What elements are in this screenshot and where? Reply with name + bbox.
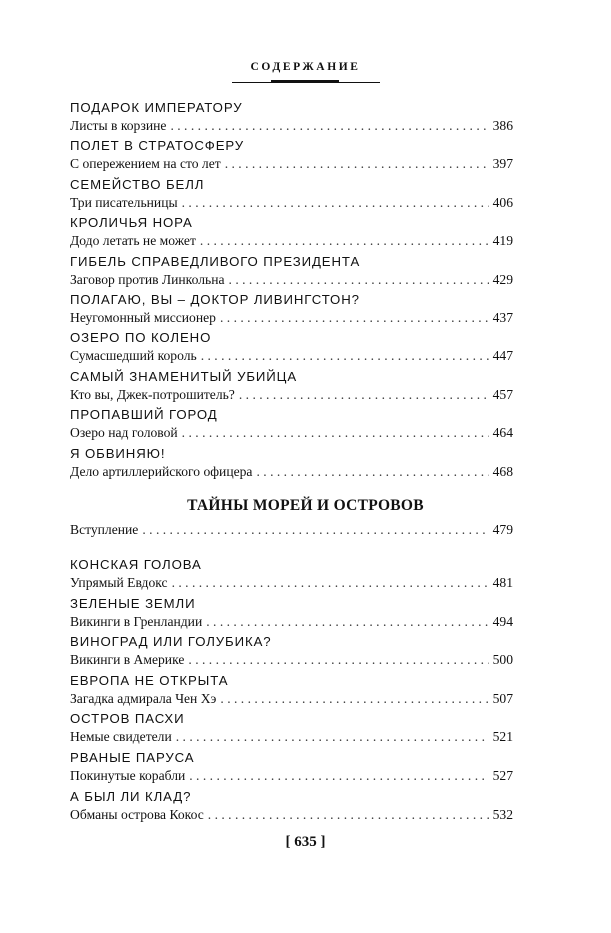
toc-entry <box>70 789 513 824</box>
toc-entry-title: КРОЛИЧЬЯ НОРА <box>70 215 193 231</box>
toc-entry <box>70 557 513 592</box>
toc-entry-title: ОСТРОВ ПАСХИ <box>70 711 185 727</box>
toc-entry <box>70 369 513 404</box>
toc-entry-page: 386 <box>492 118 513 133</box>
running-head-rule-accent <box>271 80 339 83</box>
dot-leader <box>189 767 488 785</box>
toc-entry-subtitle: Упрямый Евдокс <box>70 575 168 590</box>
dot-leader <box>225 155 489 173</box>
dot-leader <box>142 521 488 539</box>
dot-leader <box>182 424 489 442</box>
toc-entry <box>70 634 513 669</box>
toc-entry <box>70 254 513 289</box>
toc-entry-line <box>70 155 513 173</box>
toc-entry <box>70 100 513 135</box>
toc-entry <box>70 407 513 442</box>
toc-entry-page: 532 <box>492 806 513 822</box>
toc-entry-page: 521 <box>492 729 513 745</box>
toc-entry-line <box>70 521 513 539</box>
dot-leader <box>176 728 489 746</box>
toc-entry-page: 507 <box>492 690 513 706</box>
toc-entry-page: 447 <box>492 348 513 364</box>
toc-entry-subtitle: Сумасшедший король <box>70 348 197 364</box>
toc-entry-title: СЕМЕЙСТВО БЕЛЛ <box>70 176 205 192</box>
toc-entry-title: ОЗЕРО ПО КОЛЕНО <box>70 330 212 346</box>
toc-entry-page: 457 <box>492 386 513 402</box>
toc-entry-line <box>70 728 513 746</box>
toc-entry-line <box>70 271 513 289</box>
toc-entry-page: 527 <box>492 768 513 783</box>
toc-entry-subtitle: С опережением на сто лет <box>70 156 221 172</box>
dot-leader <box>172 574 489 592</box>
toc-entry-page: 468 <box>492 463 513 479</box>
dot-leader <box>220 309 489 327</box>
dot-leader <box>200 232 489 250</box>
toc-entry-line <box>70 424 513 442</box>
dot-leader <box>188 651 488 669</box>
toc-entry <box>70 711 513 746</box>
toc-entry <box>70 750 513 785</box>
toc-entry-subtitle: Озеро над головой <box>70 425 178 441</box>
toc-entry-line <box>70 347 513 365</box>
toc-entry-page: 406 <box>492 194 513 210</box>
toc-entry-line <box>70 232 513 250</box>
toc-entry-line <box>70 651 513 669</box>
toc-entry-title: А БЫЛ ЛИ КЛАД? <box>70 788 192 804</box>
toc-entry <box>70 446 513 481</box>
toc-entry-subtitle: Вступление <box>70 522 139 537</box>
toc-entry-title: ПОДАРОК ИМПЕРАТОРУ <box>70 100 243 115</box>
dot-leader <box>206 613 488 631</box>
toc-entry-page: 481 <box>492 575 513 590</box>
toc-entry-page: 397 <box>492 156 513 172</box>
toc-entry-title: ПОЛЕТ В СТРАТОСФЕРУ <box>70 138 245 154</box>
toc-entry-subtitle: Покинутые корабли <box>70 768 186 783</box>
running-head: СОДЕРЖАНИЕ <box>250 61 361 73</box>
toc-entry-title: РВАНЫЕ ПАРУСА <box>70 750 195 765</box>
toc-entry-subtitle: Немые свидетели <box>70 729 172 745</box>
toc-entry <box>70 673 513 708</box>
dot-leader <box>208 806 489 824</box>
toc-entry-line <box>70 806 513 824</box>
toc-entry-line <box>70 690 513 708</box>
dot-leader <box>182 194 489 212</box>
toc-entry-page: 500 <box>492 652 513 668</box>
toc-entry-subtitle: Дело артиллерийского офицера <box>70 463 253 479</box>
toc-entry-intro <box>70 521 513 539</box>
toc-entry-line <box>70 309 513 327</box>
toc-entry-subtitle: Додо летать не может <box>70 233 196 249</box>
toc-entry <box>70 138 513 173</box>
toc-entry-line <box>70 767 513 785</box>
toc-entry <box>70 292 513 327</box>
dot-leader <box>170 117 488 135</box>
toc-entry-subtitle: Листы в корзине <box>70 118 167 133</box>
toc-entry-page: 479 <box>492 522 513 537</box>
toc-entry-title: ГИБЕЛЬ СПРАВЕДЛИВОГО ПРЕЗИДЕНТА <box>70 253 361 269</box>
toc-entry-subtitle: Загадка адмирала Чен Хэ <box>70 690 217 706</box>
toc-entry <box>70 215 513 250</box>
toc-entry-subtitle: Кто вы, Джек-потрошитель? <box>70 386 235 402</box>
toc-entry-title: ВИНОГРАД ИЛИ ГОЛУБИКА? <box>70 634 272 650</box>
section-heading: ТАЙНЫ МОРЕЙ И ОСТРОВОВ <box>187 497 424 514</box>
toc-entry-subtitle: Заговор против Линкольна <box>70 271 225 287</box>
toc-entry <box>70 596 513 631</box>
toc-entry-title: КОНСКАЯ ГОЛОВА <box>70 557 202 572</box>
toc-entry-title: САМЫЙ ЗНАМЕНИТЫЙ УБИЙЦА <box>70 368 298 384</box>
toc-entry-subtitle: Обманы острова Кокос <box>70 806 204 822</box>
toc-entry-title: Я ОБВИНЯЮ! <box>70 445 166 461</box>
toc-entry-subtitle: Неугомонный миссионер <box>70 310 216 325</box>
toc-entry-page: 419 <box>492 233 513 249</box>
toc-entry-title: ЗЕЛЕНЫЕ ЗЕМЛИ <box>70 595 196 611</box>
toc-entry-line <box>70 117 513 135</box>
toc-entry-page: 494 <box>492 613 513 629</box>
toc-entry-subtitle: Викинги в Америке <box>70 652 185 668</box>
toc-entry-subtitle: Викинги в Гренландии <box>70 613 203 629</box>
toc-entry-line <box>70 574 513 592</box>
dot-leader <box>220 690 488 708</box>
toc-entry-page: 437 <box>492 310 513 325</box>
page-number: [ 635 ] <box>285 834 326 850</box>
toc-entry-title: ПРОПАВШИЙ ГОРОД <box>70 407 218 423</box>
dot-leader <box>229 271 489 289</box>
dot-leader <box>201 347 489 365</box>
toc-entry-title: ЕВРОПА НЕ ОТКРЫТА <box>70 672 229 688</box>
toc-entry-title: ПОЛАГАЮ, ВЫ – ДОКТОР ЛИВИНГСТОН? <box>70 292 360 307</box>
toc-entry-subtitle: Три писательницы <box>70 194 178 210</box>
toc-entry-line <box>70 463 513 481</box>
toc-entry-line <box>70 194 513 212</box>
dot-leader <box>239 386 489 404</box>
toc-entry-page: 464 <box>492 425 513 441</box>
toc-entry <box>70 177 513 212</box>
toc-entry-line <box>70 613 513 631</box>
dot-leader <box>256 463 488 481</box>
toc-entry-page: 429 <box>492 271 513 287</box>
toc-entry <box>70 330 513 365</box>
toc-entry-line <box>70 386 513 404</box>
